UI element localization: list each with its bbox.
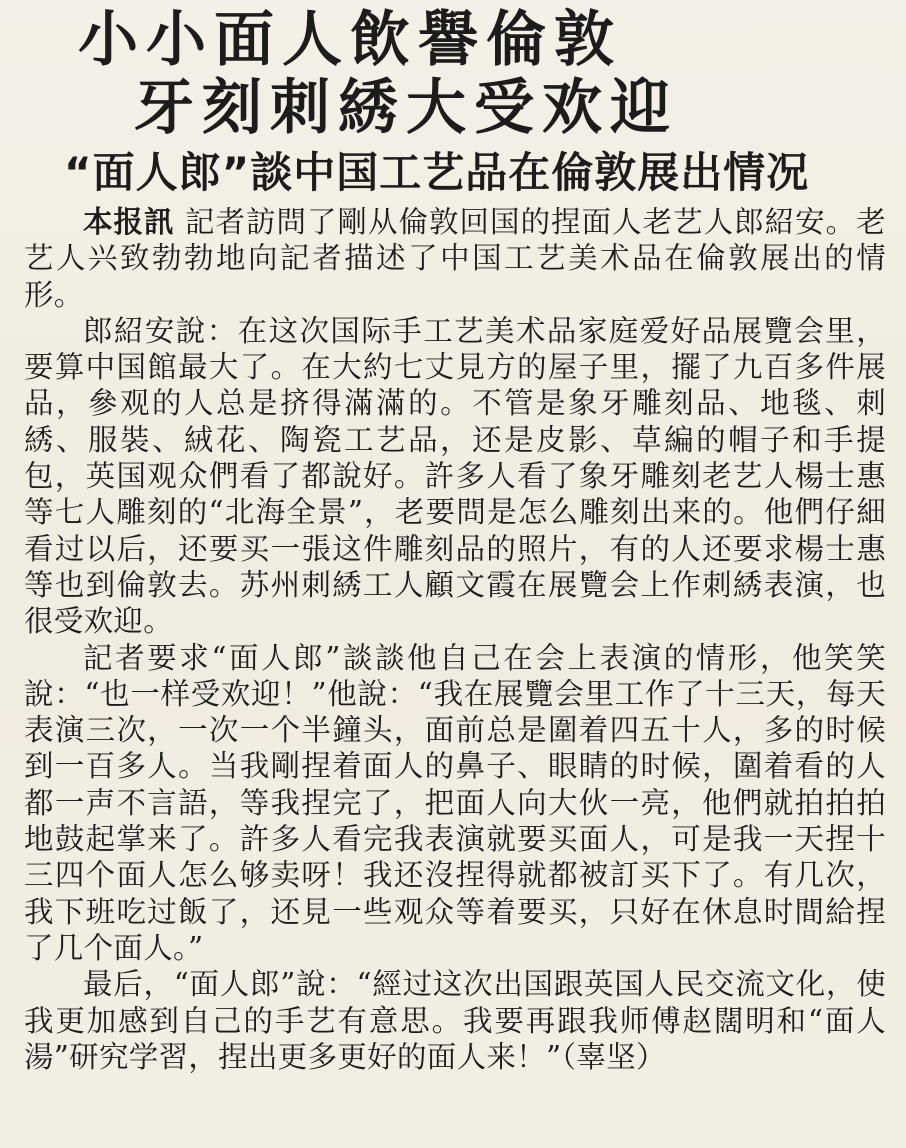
- article-paragraph-2: 郎紹安說：在这次国际手工艺美术品家庭爱好品展覽会里，要算中国館最大了。在大約七丈見方的屋子里，擺了九百多件展品，參观的人总是挤得滿滿的。不管是象牙雕刻品、地毯、刺綉、服裝、絨花、陶瓷工艺品，还是皮影、草編的帽子和手提包，英国观众們看了都說好。許多人看了象牙雕刻老艺人楊士惠等七人雕刻的“北海全景”，老要問是怎么雕刻出来的。他們仔細看过以后，还要买一張这件雕刻品的照片，有的人还要求楊士惠等也到倫敦去。苏州刺綉工人顧文霞在展覽会上作刺綉表演，也很受欢迎。: [24, 313, 886, 639]
- headline-line-1: 小小面人飲譽倫敦: [78, 5, 622, 75]
- article-paragraph-1: [24, 204, 886, 313]
- article-paragraph-3: 記者要求“面人郎”談談他自己在会上表演的情形，他笑笑說：“也一样受欢迎！”他說：“我在展覽会里工作了十三天，每天表演三次，一次一个半鐘头，面前总是圍着四五十人，多的时候到一百多人。当我剛捏着面人的鼻子、眼睛的时候，圍着看的人都一声不言語，等我捏完了，把面人向大伙一亮，他們就拍拍拍地鼓起掌来了。許多人看完我表演就要买面人，可是我一天捏十三四个面人怎么够卖呀！我还沒捏得就都被訂买下了。有几次，我下班吃过飯了，还見一些观众等着要买，只好在休息时間給捏了几个面人。”: [24, 640, 886, 965]
- headline-line-2: 牙刻刺綉大受欢迎: [134, 73, 678, 143]
- paragraph-text: 記者訪問了剛从倫敦回国的捏面人老艺人郎紹安。老艺人兴致勃勃地向記者描述了中国工艺美术品在倫敦展出的情形。: [24, 205, 886, 312]
- article-paragraph-4: 最后，“面人郎”說：“經过这次出国跟英国人民交流文化，使我更加感到自己的手艺有意思。我要再跟我师傅赵闊明和“面人湯”研究学習，捏出更多更好的面人来！”（辜坚）: [24, 967, 886, 1074]
- article-body: [24, 204, 886, 1075]
- subheadline: “面人郎”談中国工艺品在倫敦展出情况: [64, 148, 810, 197]
- dateline: 本报訊: [83, 205, 175, 239]
